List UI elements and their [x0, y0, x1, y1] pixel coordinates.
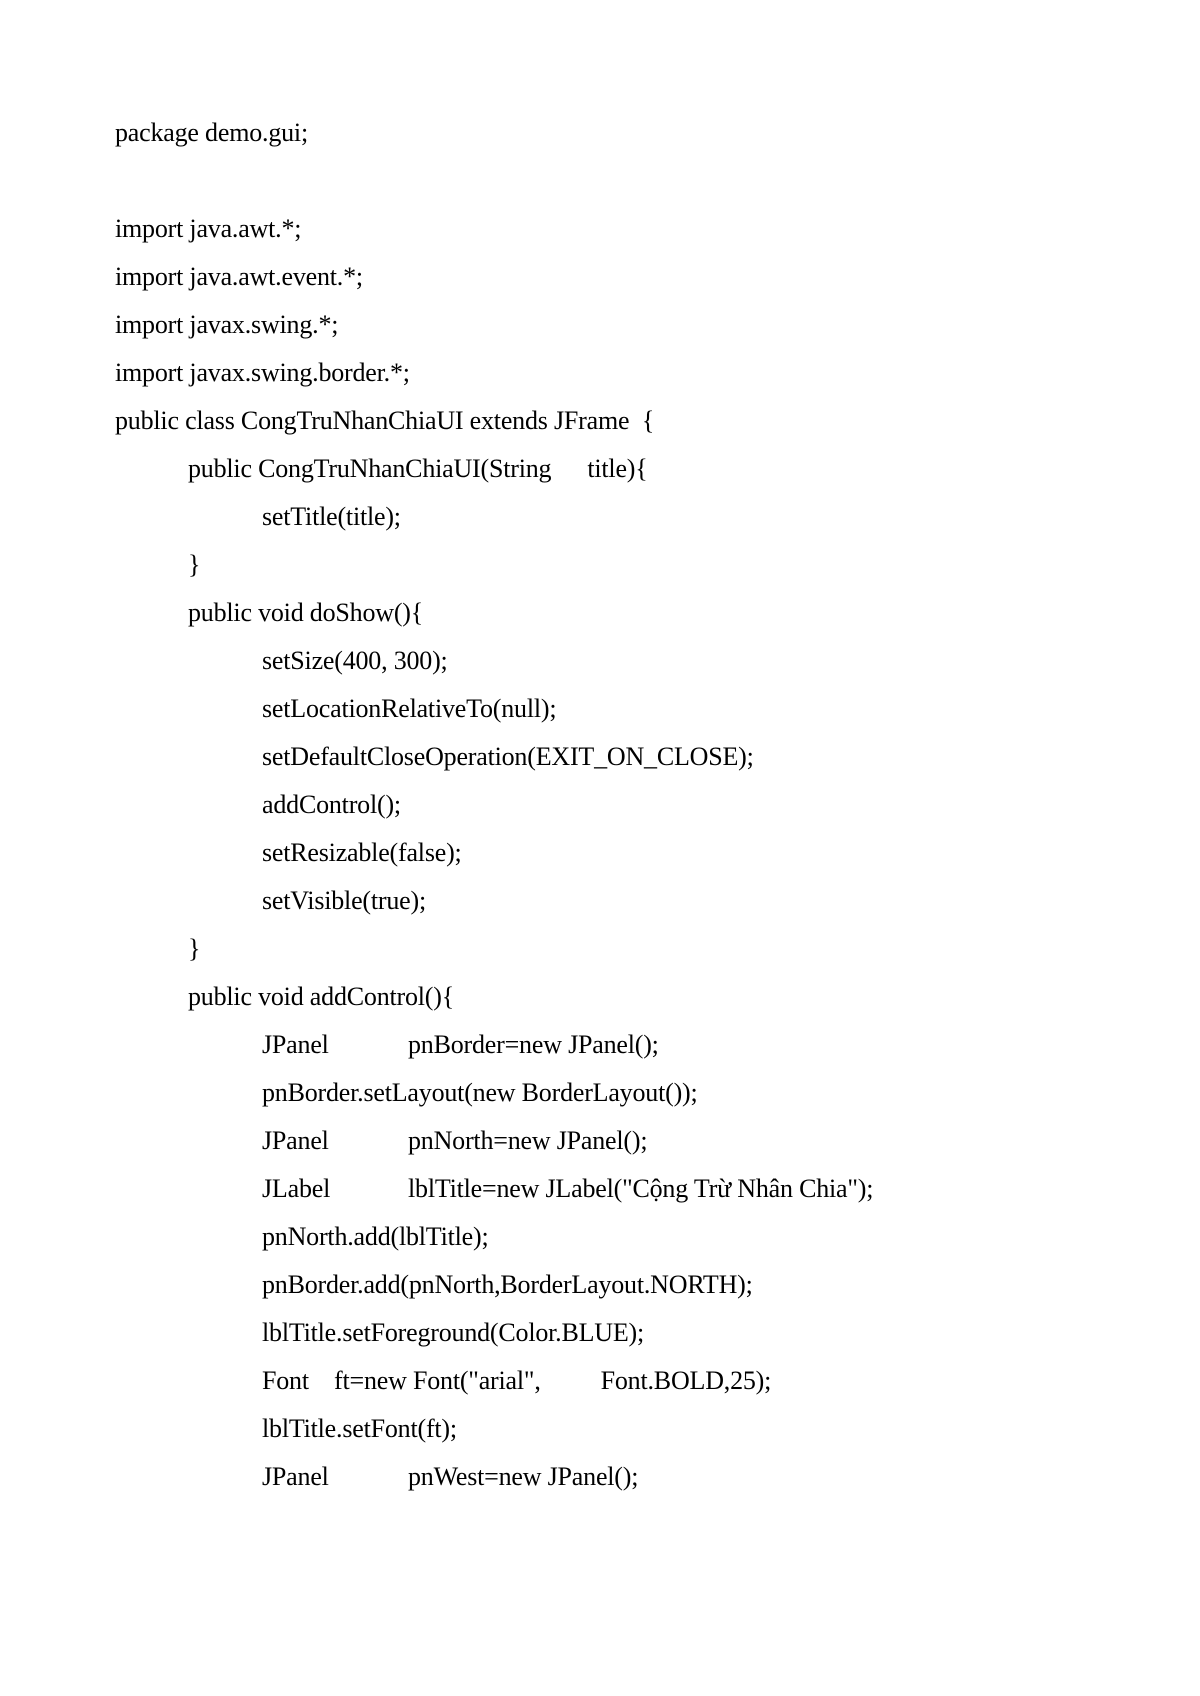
- code-line-setsize: setSize(400, 300);: [262, 646, 448, 675]
- code-token: pnNorth=new JPanel();: [408, 1126, 648, 1155]
- code-line-pnnorth-decl: [262, 1126, 647, 1156]
- code-token: JPanel: [262, 1030, 329, 1059]
- code-line-setforeground: lblTitle.setForeground(Color.BLUE);: [262, 1318, 645, 1347]
- code-line-import-awt: import java.awt.*;: [115, 214, 302, 243]
- code-line-setlayout: pnBorder.setLayout(new BorderLayout());: [262, 1078, 698, 1107]
- code-token: Font: [262, 1366, 309, 1395]
- code-line-doshow: public void doShow(){: [188, 598, 424, 627]
- code-line-close-brace: }: [188, 934, 201, 963]
- code-token: ft=new Font("arial",: [334, 1366, 541, 1395]
- code-line-addcontrol-call: addControl();: [262, 790, 401, 819]
- code-line-package: package demo.gui;: [115, 118, 308, 147]
- code-line-import-swing-border: import javax.swing.border.*;: [115, 358, 410, 387]
- code-line-settitle: setTitle(title);: [262, 502, 401, 531]
- code-token: JLabel: [262, 1174, 331, 1203]
- code-line-pnwest-decl: [262, 1462, 638, 1492]
- code-token: pnWest=new JPanel();: [408, 1462, 639, 1491]
- code-line-setlocation: setLocationRelativeTo(null);: [262, 694, 557, 723]
- code-line-import-awt-event: import java.awt.event.*;: [115, 262, 363, 291]
- code-token: JPanel: [262, 1126, 329, 1155]
- code-line-addcontrol-method: public void addControl(){: [188, 982, 454, 1011]
- code-line-lbltitle-decl: [262, 1174, 873, 1204]
- code-line-pnnorth-add: pnNorth.add(lblTitle);: [262, 1222, 489, 1251]
- code-token: lblTitle=new JLabel("Cộng Trừ Nhân Chia");: [408, 1174, 874, 1203]
- code-token: Font.BOLD,25);: [600, 1366, 772, 1395]
- code-line-setvisible: setVisible(true);: [262, 886, 426, 915]
- code-line-class-declaration: public class CongTruNhanChiaUI extends JFrame {: [115, 406, 655, 435]
- code-line-setfont: lblTitle.setFont(ft);: [262, 1414, 457, 1443]
- code-line-pnborder-decl: [262, 1030, 659, 1060]
- code-line-close-brace: }: [188, 550, 201, 579]
- code-token: pnBorder=new JPanel();: [408, 1030, 659, 1059]
- code-token: title){: [587, 454, 648, 483]
- code-token: public CongTruNhanChiaUI(String: [188, 454, 552, 483]
- code-line-setdefaultclose: setDefaultCloseOperation(EXIT_ON_CLOSE);: [262, 742, 754, 771]
- code-token: JPanel: [262, 1462, 329, 1491]
- code-line-setresizable: setResizable(false);: [262, 838, 462, 867]
- code-line-import-swing: import javax.swing.*;: [115, 310, 339, 339]
- code-line-constructor: [188, 454, 648, 484]
- code-line-pnborder-add: pnBorder.add(pnNorth,BorderLayout.NORTH);: [262, 1270, 753, 1299]
- code-line-font-decl: [262, 1366, 771, 1396]
